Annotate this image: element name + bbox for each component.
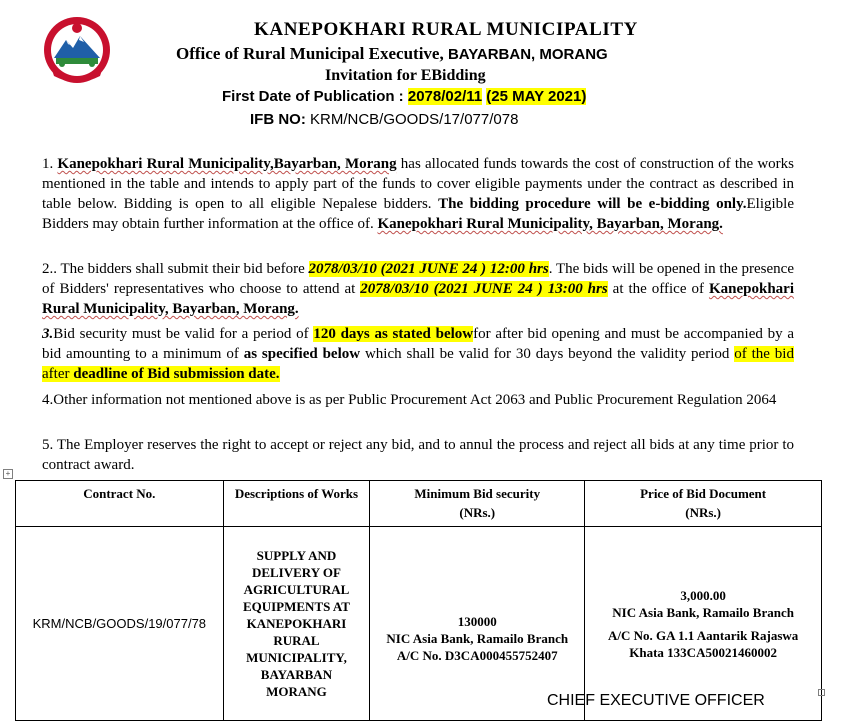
header-bid-price: Price of Bid Document (NRs.) xyxy=(585,481,822,527)
p1-info: Eligible Bidders may obtain further information at the office of. xyxy=(42,196,795,232)
paragraph-submission xyxy=(42,259,794,319)
header-contract-no: Contract No. xyxy=(16,481,224,527)
p2-deadline: 2078/03/10 (2021 JUNE 24 ) 12:00 hrs xyxy=(308,261,549,277)
p2-office: Kanepokhari Rural Municipality, Bayarban, Morang. xyxy=(42,281,794,317)
p3-validity: 120 days as stated below xyxy=(313,326,474,342)
office-name: Office of Rural Municipal Executive, xyxy=(176,44,448,63)
office-location: BAYARBAN, MORANG xyxy=(447,46,608,63)
first-date-bs: 2078/02/11 xyxy=(407,88,483,105)
p1-office: Kanepokhari Rural Municipality, Bayarban, Morang. xyxy=(377,216,723,232)
p2-text-3: at the office of xyxy=(607,281,709,297)
first-date-ad: (25 MAY 2021) xyxy=(486,88,587,105)
ifb-number: KRM/NCB/GOODS/17/077/078 xyxy=(310,111,519,128)
p1-ebidding: The bidding procedure will be e-bidding only. xyxy=(438,196,747,212)
bid-table xyxy=(15,480,822,721)
paragraph-employer-rights: 5. The Employer reserves the right to accept or reject any bid, and to annul the process and reject all bids at any time prior to contract award. xyxy=(42,437,794,473)
paragraph-procurement-act: 4.Other information not mentioned above is as per Public Procurement Act 2063 and Public Procurement Regulation 2064 xyxy=(42,392,777,408)
table-move-handle-icon[interactable]: + xyxy=(3,469,13,479)
p1-text: has allocated funds towards the cost of construction of the works mentioned in the table and intends to apply part of the funds to cover eligible payments under the contract as described in table below. Bidding is open to all eligible Nepalese bidders. xyxy=(42,156,794,212)
cell-bid-security: 130000 NIC Asia Bank, Ramailo Branch A/C No. D3CA000455752407 xyxy=(370,527,585,721)
invitation-heading xyxy=(325,67,486,85)
p1-number: 1. xyxy=(42,156,58,172)
signatory-title: CHIEF EXECUTIVE OFFICER xyxy=(547,692,765,709)
cell-contract-no: KRM/NCB/GOODS/19/077/78 xyxy=(16,527,224,721)
first-publication-date xyxy=(222,88,586,105)
ifb-label: IFB NO: xyxy=(250,111,310,128)
paragraph-funds xyxy=(42,154,794,234)
p2-opening: 2078/03/10 (2021 JUNE 24 ) 13:00 hrs xyxy=(360,281,608,297)
p3-text-3: which shall be valid for 30 days beyond the validity period xyxy=(360,346,735,362)
header-description: Descriptions of Works xyxy=(223,481,370,527)
p3-after: of the bid after xyxy=(42,346,794,382)
p3-number: 3. xyxy=(42,326,54,342)
invitation-text: Invitation for EBidding xyxy=(325,67,486,84)
p3-text: Bid security must be valid for a period of xyxy=(53,326,314,342)
first-date-label: First Date of Publication : xyxy=(222,88,408,105)
office-line xyxy=(176,44,608,64)
resize-handle-icon[interactable] xyxy=(818,689,825,696)
cell-description: SUPPLY AND DELIVERY OF AGRICULTURAL EQUIPMENTS AT KANEPOKHARI RURAL MUNICIPALITY, BAYARBAN MORANG xyxy=(223,527,370,721)
header-bid-security: Minimum Bid security (NRs.) xyxy=(370,481,585,527)
table-header-row xyxy=(16,481,822,527)
p3-text-2: for after bid opening and must be accompanied by a bid amounting to a minimum of xyxy=(42,326,794,362)
p3-deadline: deadline of Bid submission date. xyxy=(73,366,280,382)
p2-text: 2.. The bidders shall submit their bid before xyxy=(42,261,309,277)
paragraph-bid-security xyxy=(42,324,794,384)
municipality-title: KANEPOKHARI RURAL MUNICIPALITY xyxy=(254,19,638,40)
p1-municipality: Kanepokhari Rural Municipality,Bayarban, Morang xyxy=(57,156,397,172)
cell-bid-price: 3,000.00 NIC Asia Bank, Ramailo Branch A/C No. GA 1.1 Aantarik Rajaswa Khata 133CA50021460002 xyxy=(585,527,822,721)
p2-text-2: . The bids will be opened in the presence of Bidders' representatives who choose to attend at xyxy=(42,261,794,297)
ifb-number-line xyxy=(250,111,518,128)
p3-specified: as specified below xyxy=(243,346,361,362)
